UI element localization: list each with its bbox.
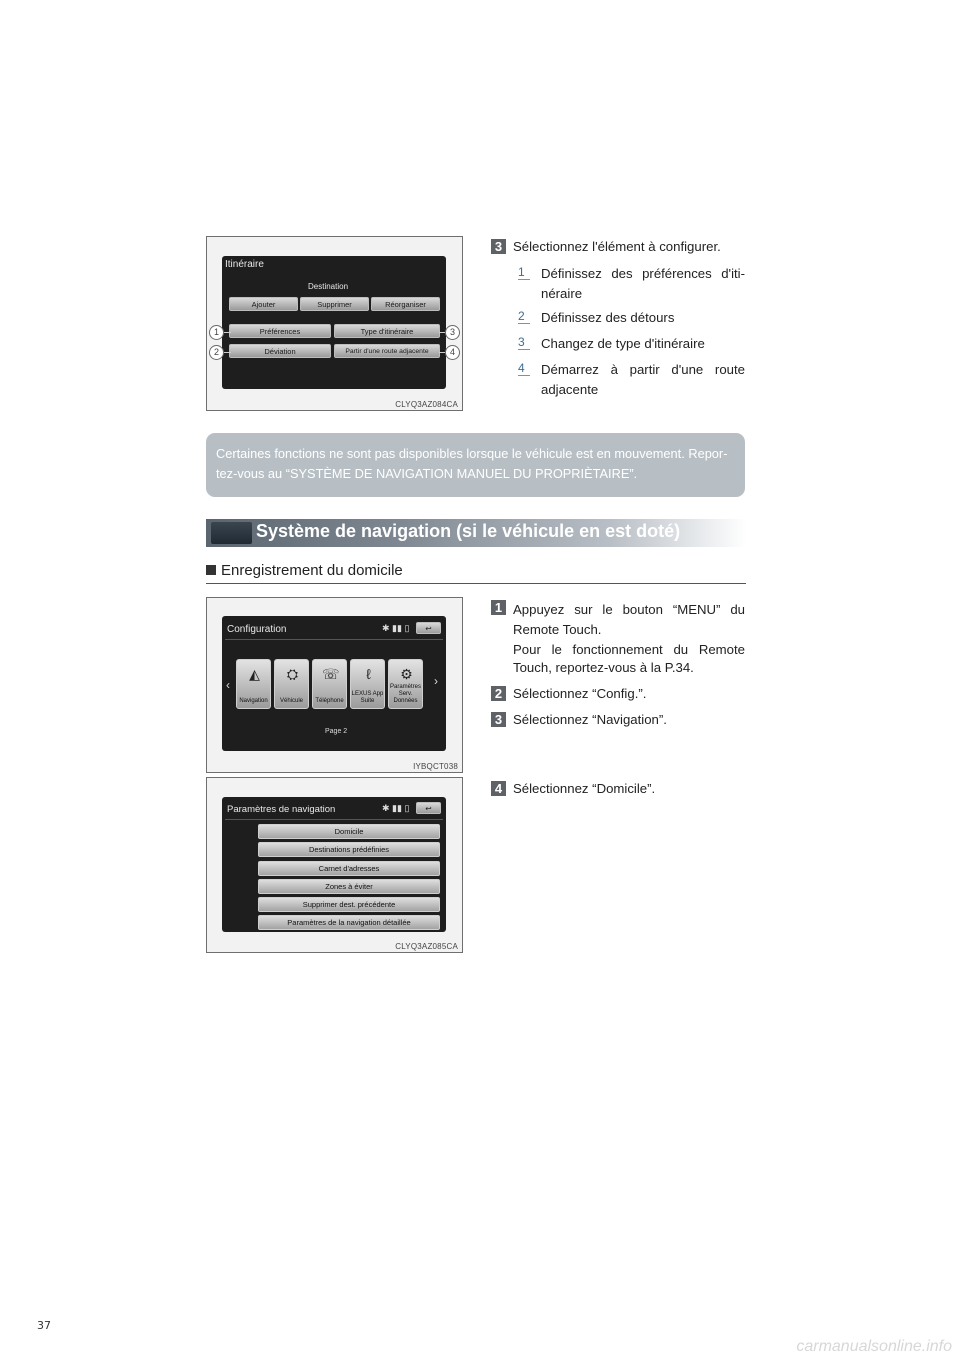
note-line-1: Certaines fonctions ne sont pas disponibles lorsque le véhicule est en mouvement. Repor- — [216, 446, 728, 461]
section-banner — [206, 519, 746, 547]
subsection-title: Enregistrement du domicile — [221, 562, 403, 579]
step-marker-3: 3 — [491, 239, 506, 254]
figure-code: CLYQ3AZ084CA — [395, 400, 458, 409]
page-number: 37 — [37, 1319, 51, 1332]
figure-code: IYBQCT038 — [413, 762, 458, 771]
preferences-button[interactable]: Préférences — [229, 324, 331, 338]
item-text-4a: Démarrez à partir d'une route — [541, 362, 745, 377]
tile-phone[interactable]: ☏ Téléphone — [312, 659, 347, 709]
navigation-section-icon — [211, 522, 252, 544]
adjacent-route-button[interactable]: Partir d'une route adjacente — [334, 344, 440, 358]
callout-badge-4: 4 — [445, 345, 460, 360]
item-number-2: 2 — [518, 310, 530, 324]
step-marker-3b: 3 — [491, 712, 506, 727]
tile-navigation[interactable]: ◭ Navigation — [236, 659, 271, 709]
item-text-3: Changez de type d'itinéraire — [541, 336, 705, 351]
route-type-button[interactable]: Type d'itinéraire — [334, 324, 440, 338]
address-book-button[interactable]: Carnet d'adresses — [258, 861, 440, 876]
nav-settings-screenshot — [206, 777, 463, 953]
tile-data-service-settings[interactable]: ⚙ Paramètres Serv. Données — [388, 659, 423, 709]
figure-code: CLYQ3AZ085CA — [395, 942, 458, 951]
note-box — [206, 433, 745, 497]
callout-line-1 — [223, 332, 231, 333]
tiles-row — [236, 654, 436, 714]
chevron-right-icon[interactable]: › — [434, 674, 438, 688]
back-button[interactable] — [416, 802, 441, 814]
phone-icon: ☏ — [322, 666, 340, 682]
page-indicator: Page 2 — [325, 728, 348, 735]
deviation-button[interactable]: Déviation — [229, 344, 331, 358]
item-number-4: 4 — [518, 362, 530, 376]
screen-title: Configuration — [227, 624, 287, 635]
itineraire-screenshot — [206, 236, 463, 411]
note-line-2: tez-vous au “SYSTÈME DE NAVIGATION MANUEL DU PROPRIÈTAIRE”. — [216, 466, 638, 481]
lexus-logo-icon: ℓ — [366, 666, 371, 682]
square-bullet-icon — [206, 565, 216, 575]
title-divider — [225, 819, 443, 820]
home-button[interactable]: Domicile — [258, 824, 440, 839]
itineraire-screen — [222, 256, 446, 389]
callout-badge-3: 3 — [445, 325, 460, 340]
back-arrow-icon: ↩ — [425, 804, 432, 813]
section-title: Système de navigation (si le véhicule en est doté) — [256, 521, 681, 541]
step-1-line-2: Remote Touch. — [513, 622, 602, 637]
chevron-left-icon[interactable]: ‹ — [226, 678, 230, 692]
step-3-text: Sélectionnez “Navigation”. — [513, 712, 667, 727]
detailed-nav-settings-button[interactable]: Paramètres de la navigation détaillée — [258, 915, 440, 930]
step-1-line-3: Pour le fonctionnement du Remote — [513, 642, 745, 657]
preset-destinations-button[interactable]: Destinations prédéfinies — [258, 842, 440, 857]
configuration-screenshot — [206, 597, 463, 773]
callout-line-2 — [223, 352, 231, 353]
delete-previous-destinations-button[interactable]: Supprimer dest. précédente — [258, 897, 440, 912]
item-number-3: 3 — [518, 336, 530, 350]
avoid-areas-button[interactable]: Zones à éviter — [258, 879, 440, 894]
settings-icon: ⚙ — [400, 666, 413, 682]
screen-title: Paramètres de navigation — [227, 804, 336, 815]
step-marker-4: 4 — [491, 781, 506, 796]
screen-title: Itinéraire — [225, 259, 264, 270]
navigation-icon: ◭ — [249, 666, 260, 682]
item-number-1: 1 — [518, 266, 530, 280]
callout-badge-2: 2 — [209, 345, 224, 360]
add-button[interactable]: Ajouter — [229, 297, 298, 311]
step-marker-1: 1 — [491, 600, 506, 615]
title-divider — [225, 639, 443, 640]
item-text-1b: néraire — [541, 286, 583, 301]
item-text-1a: Définissez des préférences d'iti- — [541, 266, 745, 281]
step-marker-2: 2 — [491, 686, 506, 701]
nav-settings-screen — [222, 797, 446, 932]
delete-button[interactable]: Supprimer — [300, 297, 369, 311]
back-button[interactable] — [416, 622, 441, 634]
subsection-rule — [206, 583, 746, 584]
step-1-line-4: Touch, reportez-vous à la P.34. — [513, 660, 694, 675]
reorganize-button[interactable]: Réorganiser — [371, 297, 440, 311]
tile-vehicle[interactable]: ⛭ Véhicule — [274, 659, 309, 709]
back-arrow-icon: ↩ — [425, 624, 432, 633]
configuration-screen — [222, 616, 446, 751]
vehicle-icon: ⛭ — [286, 666, 299, 682]
step-4-text: Sélectionnez “Domicile”. — [513, 781, 656, 796]
destination-label: Destination — [308, 282, 349, 291]
callout-badge-1: 1 — [209, 325, 224, 340]
status-icons: ✱ ▮▮ ▯ — [382, 803, 410, 813]
item-text-2: Définissez des détours — [541, 310, 675, 325]
step-text: Sélectionnez l'élément à configurer. — [513, 239, 721, 254]
status-icons: ✱ ▮▮ ▯ — [382, 623, 410, 633]
tile-lexus-app-suite[interactable]: ℓ LEXUS App Suite — [350, 659, 385, 709]
step-1-line-1: Appuyez sur le bouton “MENU” du — [513, 602, 745, 617]
footer-watermark: carmanualsonline.info — [796, 1338, 952, 1355]
step-2-text: Sélectionnez “Config.”. — [513, 686, 647, 701]
item-text-4b: adjacente — [541, 382, 599, 397]
subsection-heading — [206, 562, 403, 579]
